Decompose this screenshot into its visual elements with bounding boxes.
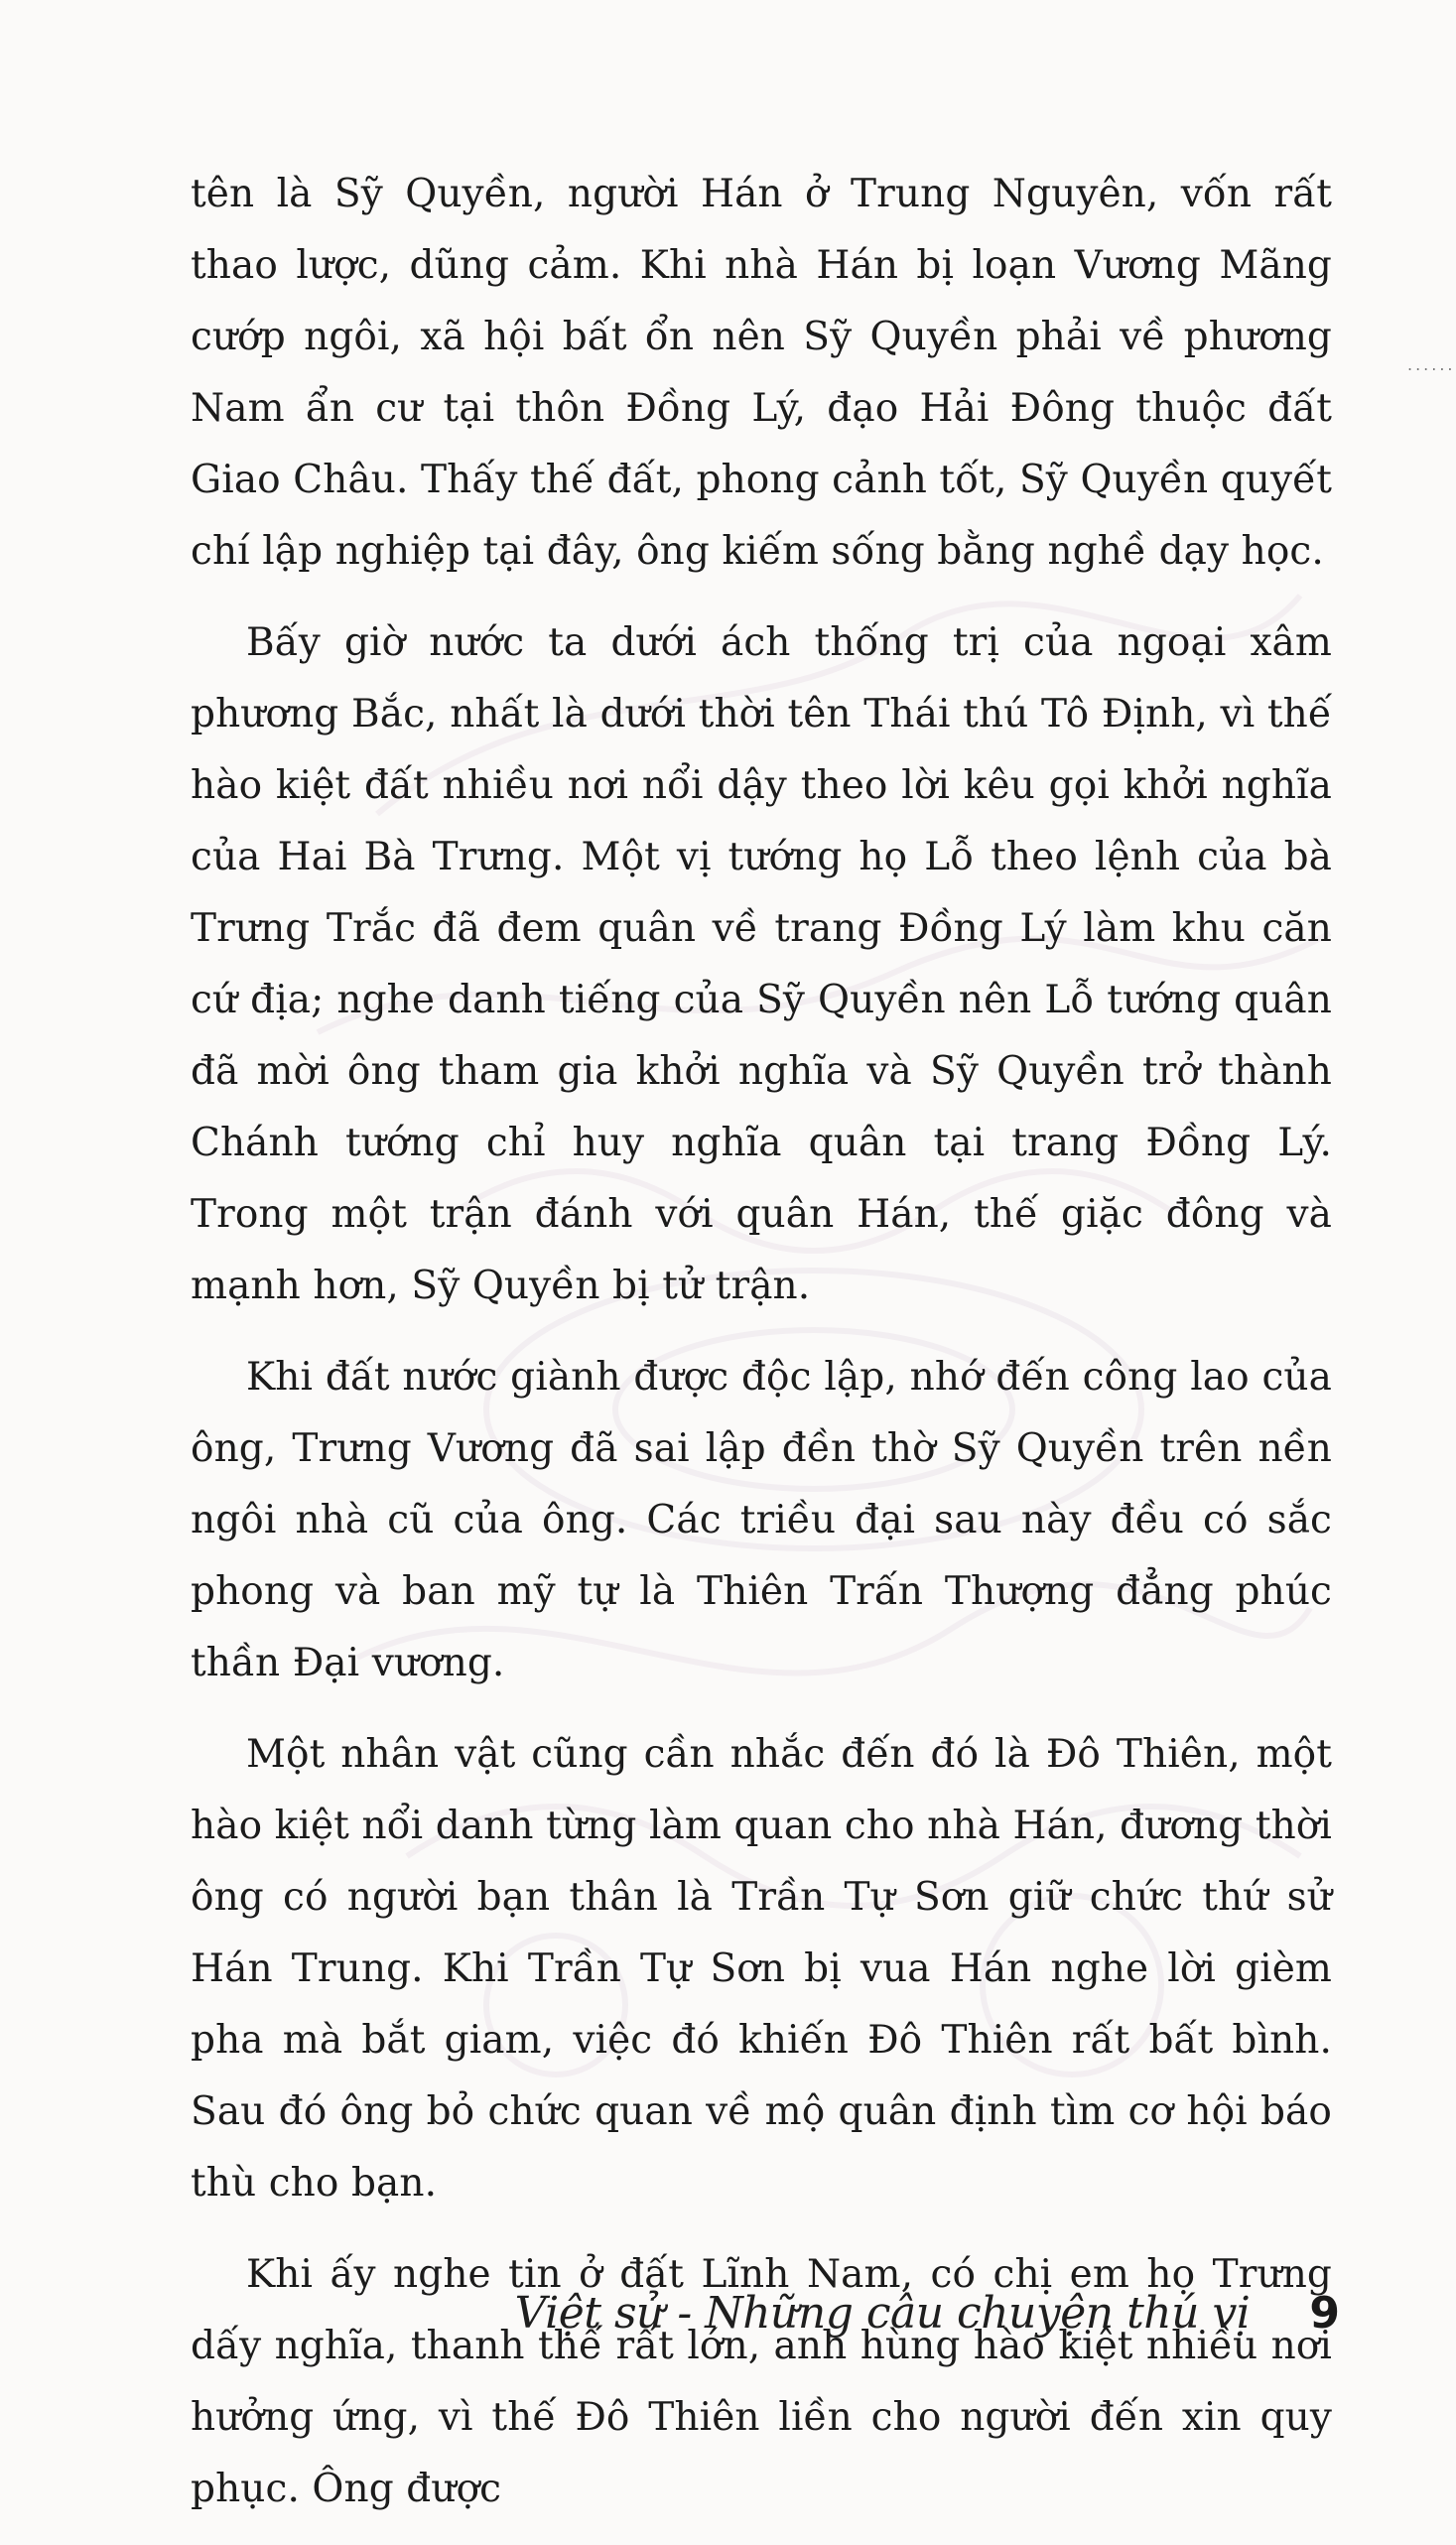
paragraph: Một nhân vật cũng cần nhắc đến đó là Đô Thiên, một hào kiệt nổi danh từng làm quan cho nhà Hán, đương thời ông có người bạn thân là Trần Tự Sơn giữ chức thứ sử Hán Trung. Khi Trần Tự Sơn bị vua Hán nghe lời gièm pha mà bắt giam, việc đó khiến Đô Thiên rất bất bình. Sau đó ông bỏ chức quan về mộ quân định tìm cơ hội báo thù cho bạn. (191, 1732, 1332, 2206)
page-number: 9 (1309, 2287, 1340, 2339)
paragraph: Khi ấy nghe tin ở đất Lĩnh Nam, có chị em họ Trưng dấy nghĩa, thanh thế rất lớn, anh hùng hào kiệt nhiều nơi hưởng ứng, vì thế Đô Thiên liền cho người đến xin quy phục. Ông được (191, 2252, 1332, 2511)
book-title: Việt sử - Những câu chuyện thú vị (514, 2287, 1251, 2339)
page-footer (514, 2273, 1340, 2352)
body-text (191, 159, 1332, 2545)
paragraph: Bấy giờ nước ta dưới ách thống trị của ngoại xâm phương Bắc, nhất là dưới thời tên Thái thú Tô Định, vì thế hào kiệt đất nhiều nơi nổi dậy theo lời kêu gọi khởi nghĩa của Hai Bà Trưng. Một vị tướng họ Lỗ theo lệnh của bà Trưng Trắc đã đem quân về trang Đồng Lý làm khu căn cứ địa; nghe danh tiếng của Sỹ Quyền nên Lỗ tướng quân đã mời ông tham gia khởi nghĩa và Sỹ Quyền trở thành Chánh tướng chỉ huy nghĩa quân tại trang Đồng Lý. Trong một trận đánh với quân Hán, thế giặc đông và mạnh hơn, Sỹ Quyền bị tử trận. (191, 620, 1332, 1308)
margin-mark: ...... (1407, 355, 1456, 374)
paragraph: tên là Sỹ Quyền, người Hán ở Trung Nguyên, vốn rất thao lược, dũng cảm. Khi nhà Hán bị loạn Vương Mãng cướp ngôi, xã hội bất ổn nên Sỹ Quyền phải về phương Nam ẩn cư tại thôn Đồng Lý, đạo Hải Đông thuộc đất Giao Châu. Thấy thế đất, phong cảnh tốt, Sỹ Quyền quyết chí lập nghiệp tại đây, ông kiếm sống bằng nghề dạy học. (191, 172, 1332, 574)
paragraph: Khi đất nước giành được độc lập, nhớ đến công lao của ông, Trưng Vương đã sai lập đền thờ Sỹ Quyền trên nền ngôi nhà cũ của ông. Các triều đại sau này đều có sắc phong và ban mỹ tự là Thiên Trấn Thượng đẳng phúc thần Đại vương. (191, 1355, 1332, 1685)
